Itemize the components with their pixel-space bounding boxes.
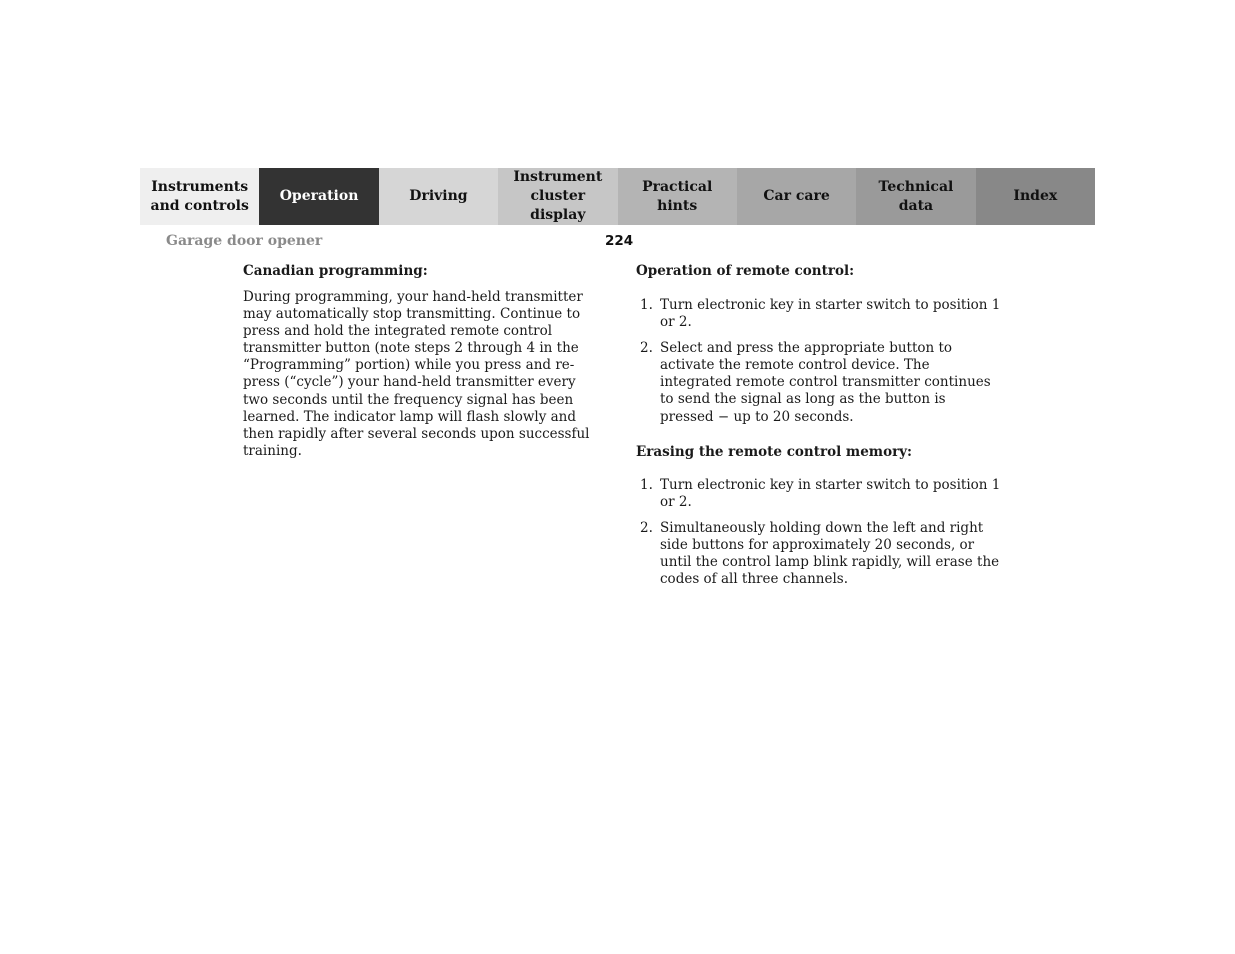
tab-technical-data[interactable]: Technical data [856,168,975,225]
erasing-steps [636,477,1001,589]
right-column [636,263,1001,588]
canadian-programming-text: During programming, your hand-held transmitter may automatically stop transmitting. Continue to press and hold the integrated remote control transmitter button (note steps 2 through 4 in the “Programming” portion) while you press and re-press (“cycle”) your hand-held transmitter every two seconds until the frequency signal has been learned. The indicator lamp will flash slowly and then rapidly after several seconds upon successful training. [243,289,590,459]
step-text: Turn electronic key in starter switch to position 1 or 2. [660,476,1001,510]
step-text: Select and press the appropriate button to activate the remote control device. The integrated remote control transmitter continues to send the signal as long as the button is pressed − up to 20 seconds. [660,340,991,425]
chapter-tab-bar [140,168,1095,225]
step-text: Turn electronic key in starter switch to position 1 or 2. [660,297,1001,331]
list-item [636,477,1001,511]
tab-car-care[interactable]: Car care [737,168,856,225]
list-item [636,340,1001,425]
tab-driving[interactable]: Driving [379,168,498,225]
step-number: 1. [640,297,653,313]
operation-heading: Operation of remote control: [636,263,855,279]
canadian-programming-heading: Canadian programming: [243,263,428,279]
list-item [636,297,1001,331]
tab-practical-hints[interactable]: Practical hints [618,168,737,225]
tab-instrument-cluster-display[interactable]: Instrument cluster display [498,168,617,225]
left-column [243,263,603,460]
operation-steps [636,297,1001,426]
page-number: 224 [605,233,634,249]
tab-index[interactable]: Index [976,168,1095,225]
list-item [636,520,1001,588]
step-number: 2. [640,340,653,357]
section-title: Garage door opener [166,233,323,249]
step-text: Simultaneously holding down the left and right side buttons for approximately 20 seconds, or until the control lamp blink rapidly, will erase the codes of all three channels. [660,519,1000,588]
step-number: 1. [640,476,653,493]
tab-instruments-and-controls[interactable]: Instruments and controls [140,168,259,225]
erasing-heading: Erasing the remote control memory: [636,443,913,460]
tab-operation[interactable]: Operation [259,168,378,225]
step-number: 2. [640,519,653,536]
